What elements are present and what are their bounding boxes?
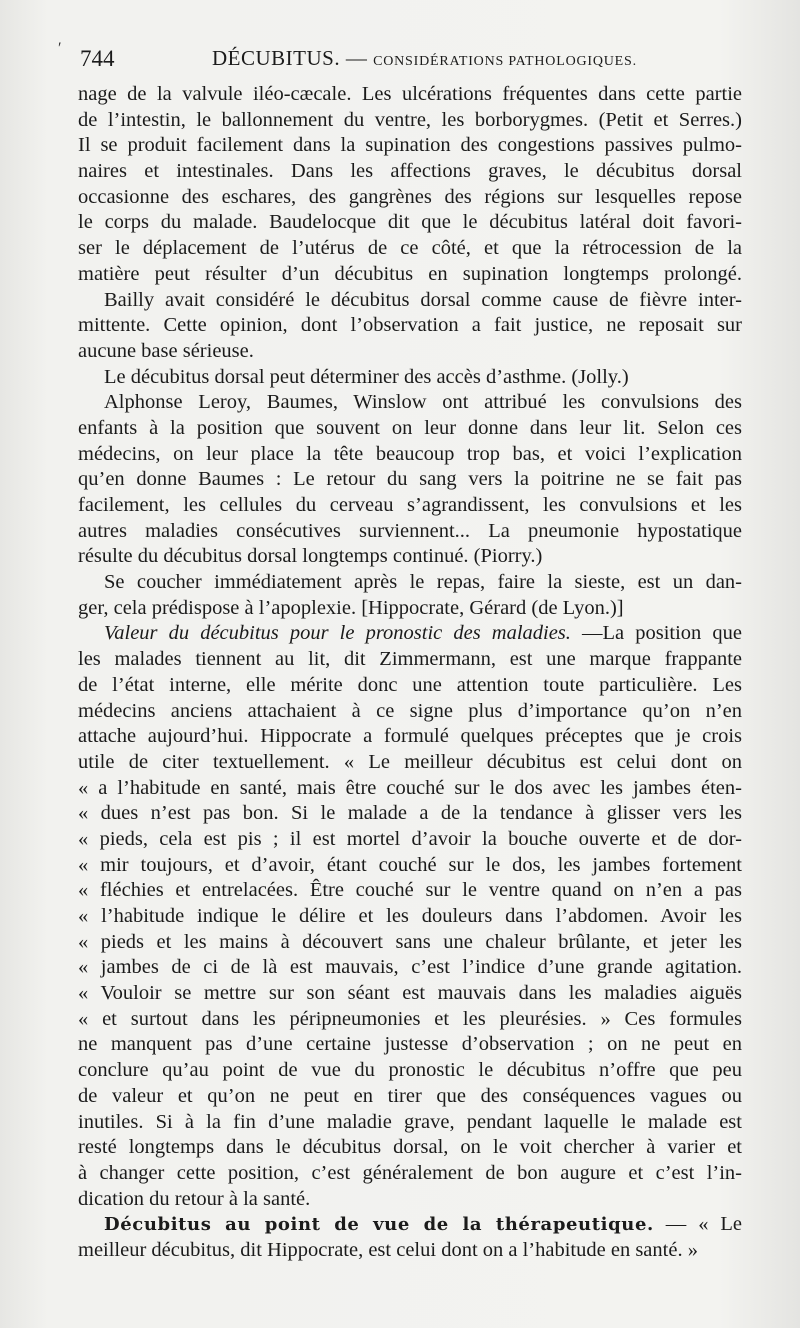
running-title — [212, 46, 637, 71]
header-title: DÉCUBITUS. — [212, 46, 341, 70]
text-line: Bailly avait considéré le décubitus dorsal comme cause de fièvre inter- — [104, 288, 742, 311]
text-line: médecins, on leur place la tête beaucoup trop bas, et voici l’explication — [78, 442, 742, 465]
text-line: inutiles. Si à la fin d’une maladie grave, pendant laquelle le malade est — [78, 1110, 742, 1133]
text-line: les malades tiennent au lit, dit Zimmermann, est une marque frappante — [78, 648, 742, 671]
quote-line: « jambes de ci de là est mauvais, c’est l’indice d’une grande agitation. — [78, 956, 742, 979]
quote-line: « l’habitude indique le délire et les douleurs dans l’abdomen. Avoir les — [78, 905, 742, 927]
text-line: attache aujourd’hui. Hippocrate a formulé quelques préceptes que je crois — [78, 725, 742, 748]
text-line: qu’en donne Baumes : Le retour du sang vers la poitrine ne se fait pas — [78, 468, 742, 491]
text-line: enfants à la position que souvent on leur donne dans leur lit. Selon ces — [78, 416, 742, 439]
text-line: le corps du malade. Baudelocque dit que le décubitus latéral doit favori- — [78, 211, 742, 234]
text-line: utile de citer textuellement. « Le meilleur décubitus est celui dont on — [78, 750, 742, 773]
text-line: dication du retour à la santé. — [78, 1187, 311, 1210]
quote-line: « et surtout dans les péripneumonies et les pleurésies. » Ces formules — [78, 1007, 742, 1030]
header-section: CONSIDÉRATIONS PATHOLOGIQUES. — [373, 54, 637, 69]
subsection-text: —La position que — [570, 622, 742, 645]
margin-mark: ′ — [58, 40, 62, 57]
body-text — [78, 82, 742, 1264]
text-line: occasionne des eschares, des gangrènes des régions sur lesquelles repose — [78, 185, 742, 208]
header-dash: — — [345, 46, 368, 70]
subsection-title: Valeur du décubitus pour le pronostic des maladies. — [104, 622, 571, 645]
text-line: conclure qu’au point de vue du pronostic le décubitus n’offre que peu — [78, 1059, 742, 1082]
quote-line: « fléchies et entrelacées. Être couché sur le ventre quand on n’en a pas — [78, 879, 742, 902]
text-line: matière peut résulter d’un décubitus en supination longtemps prolongé. — [78, 262, 742, 285]
text-line: Se coucher immédiatement après le repas, faire la sieste, est un dan- — [104, 571, 742, 594]
text-line: de valeur et qu’on ne peut en tirer que des conséquences vagues ou — [78, 1084, 742, 1107]
subsection-line — [78, 621, 742, 647]
quote-line: « Vouloir se mettre sur son séant est mauvais dans les maladies aiguës — [78, 982, 742, 1005]
section-heading: Décubitus au point de vue de la thérapeutique. — [104, 1214, 654, 1236]
text-line: facilement, les cellules du cerveau s’agrandissent, les convulsions et les — [78, 494, 742, 516]
text-line: Le décubitus dorsal peut déterminer des accès d’asthme. (Jolly.) — [104, 365, 629, 388]
text-line: resté longtemps dans le décubitus dorsal, on le voit chercher à varier et — [78, 1136, 742, 1159]
text-line: ser le déplacement de l’utérus de ce côté, et que la rétrocession de la — [78, 237, 742, 260]
text-line: de l’état interne, elle mérite donc une attention toute particulière. Les — [78, 673, 742, 696]
quote-line: « pieds, cela est pis ; il est mortel d’avoir la bouche ouverte et de dor- — [78, 827, 742, 850]
text-line: aucune base sérieuse. — [78, 339, 254, 362]
text-line: nage de la valvule iléo-cæcale. Les ulcérations fréquentes dans cette partie — [78, 83, 742, 105]
text-line: résulte du décubitus dorsal longtemps continué. (Piorry.) — [78, 545, 543, 568]
text-line: à changer cette position, c’est généralement de bon augure et c’est l’in- — [78, 1161, 742, 1184]
text-line: mittente. Cette opinion, dont l’observation a fait justice, ne reposait sur — [78, 314, 742, 337]
text-line: ne manquent pas d’une certaine justesse d’observation ; on ne peut en — [78, 1033, 742, 1056]
quote-line: « pieds et les mains à découvert sans une chaleur brûlante, et jeter les — [78, 930, 742, 953]
text-line: meilleur décubitus, dit Hippocrate, est celui dont on a l’habitude en santé. » — [78, 1238, 698, 1261]
section-heading-line — [78, 1212, 742, 1238]
text-line: Alphonse Leroy, Baumes, Winslow ont attribué les convulsions des — [104, 391, 742, 414]
page-number: 744 — [80, 46, 115, 71]
section-heading-text: — « Le — [653, 1213, 743, 1236]
quote-line: « a l’habitude en santé, mais être couché sur le dos avec les jambes éten- — [78, 776, 742, 799]
text-line: de l’intestin, le ballonnement du ventre, les borborygmes. (Petit et Serres.) — [78, 108, 742, 131]
quote-line: « dues n’est pas bon. Si le malade a de la tendance à glisser vers les — [78, 802, 742, 825]
text-line: naires et intestinales. Dans les affections graves, le décubitus dorsal — [78, 160, 742, 183]
text-line: autres maladies consécutives surviennent... La pneumonie hypostatique — [78, 519, 742, 542]
text-line: médecins anciens attachaient à ce signe plus d’importance qu’on n’en — [78, 699, 742, 722]
text-line: Il se produit facilement dans la supination des congestions passives pulmo- — [78, 134, 742, 157]
quote-line: « mir toujours, et d’avoir, étant couché sur le dos, les jambes fortement — [78, 853, 742, 876]
running-header — [80, 46, 740, 76]
text-line: ger, cela prédispose à l’apoplexie. [Hippocrate, Gérard (de Lyon.)] — [78, 596, 624, 619]
